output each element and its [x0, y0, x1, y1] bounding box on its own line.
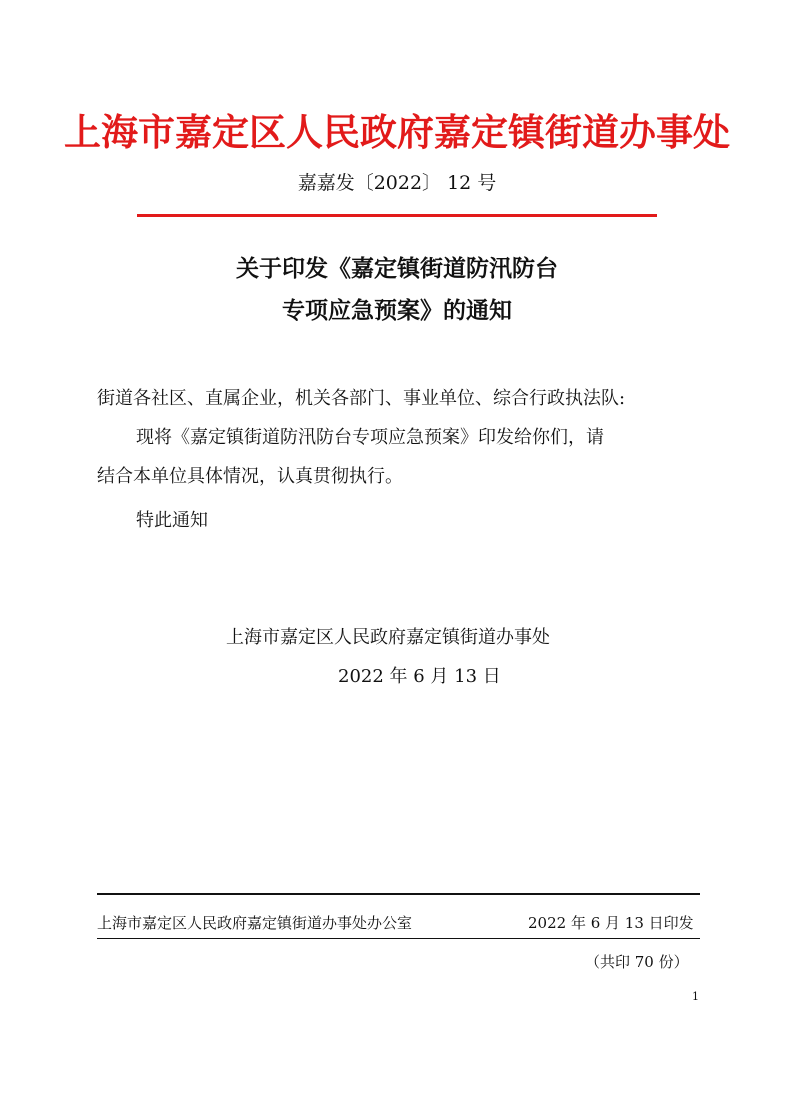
body-paragraph-line-1: 现将《嘉定镇街道防汛防台专项应急预案》印发给你们，请 [136, 427, 604, 448]
document-number: 嘉嘉发〔2022〕 12 号 [297, 172, 497, 194]
page-number: 1 [692, 990, 699, 1003]
copies-count: （共印 70 份） [585, 953, 689, 971]
footer-issuer: 上海市嘉定区人民政府嘉定镇街道办事处办公室 [97, 914, 413, 932]
signature-organization: 上海市嘉定区人民政府嘉定镇街道办事处 [226, 627, 550, 648]
document-title-line-1: 关于印发《嘉定镇街道防汛防台 [236, 255, 558, 282]
footer-top-rule [97, 893, 700, 895]
footer-issue-date: 2022 年 6 月 13 日印发 [528, 914, 694, 932]
signature-date: 2022 年 6 月 13 日 [338, 666, 501, 687]
addressee-line: 街道各社区、直属企业，机关各部门、事业单位、综合行政执法队: [97, 388, 626, 409]
body-paragraph-line-2: 结合本单位具体情况，认真贯彻执行。 [97, 466, 403, 487]
issuing-organization-header: 上海市嘉定区人民政府嘉定镇街道办事处 [64, 110, 730, 154]
red-separator-line [137, 214, 657, 217]
closing-phrase: 特此通知 [136, 510, 208, 531]
footer-bottom-rule [97, 938, 700, 939]
document-title-line-2: 专项应急预案》的通知 [282, 297, 512, 324]
